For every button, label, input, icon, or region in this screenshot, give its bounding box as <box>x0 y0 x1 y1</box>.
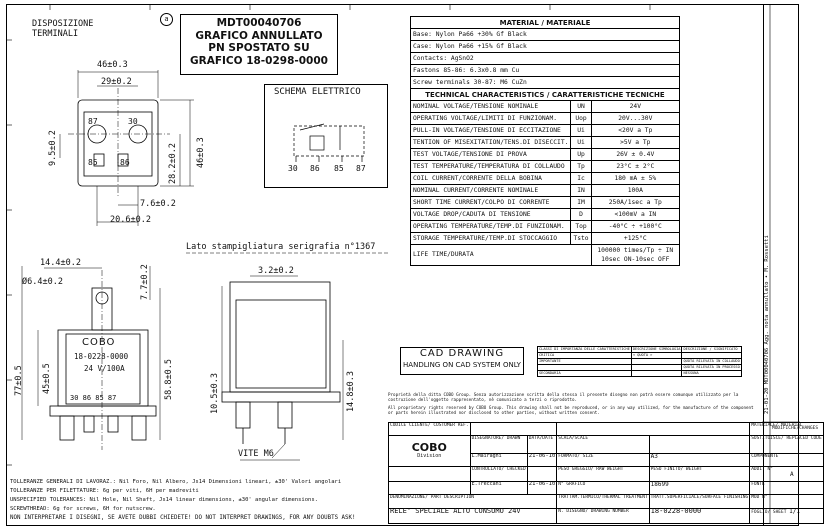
material-row: Fastons 85-86: 6.3x0.8 mm Cu <box>411 65 680 77</box>
print-side-label: Lato stampigliatura serigrafia n°1367 <box>186 242 376 252</box>
dim-46-top: 46±0.3 <box>97 60 128 70</box>
tech-row: COIL CURRENT/CORRENTE DELLA BOBINA Ic 180 mA ± 5% <box>411 173 680 185</box>
date-label: DATA/DATE <box>527 436 557 454</box>
dim-9-5: 9.5±0.2 <box>48 130 58 166</box>
terminals-heading-1: DISPOSIZIONE <box>32 19 94 29</box>
material-row: Screw terminals 30-87: M6 CuZn <box>411 77 680 89</box>
rev-changes-label: MODIFICHE/CHANGES <box>772 426 819 431</box>
tolerance-note: TOLLERANZE GENERALI DI LAVORAZ.: Nil Foro, Nil Albero, Js14 Dimensioni lineari, ±30' Valori angolari <box>10 479 342 485</box>
format-value: A3 <box>649 453 750 466</box>
tech-row-life: LIFE TIME/DURATA 100000 times/Tp ÷ IN 10sec ON-10sec OFF <box>411 245 680 266</box>
dim-7-7: 7.7±0.2 <box>140 264 150 300</box>
classification-legend: CLASSI DI IMPORTANZA DELLE CARATTERISTICHE DESCRIZIONE SIMBOLOGIA DESCRIZIONE / SIGNIFICATO CRITICA < QUOTA > IMPORTANTE QUOTA RILEVATA IN COLLAUDO QUOTA RILEVATA IN PROCESSO SECONDARIA NESSUNA <box>539 347 740 375</box>
drawing-number-label: N. DISEGNO/ DRAWING NUMBER <box>557 508 649 523</box>
schema-t30: 30 <box>288 164 298 173</box>
proprietary-note-it: Proprietà della ditta COBO Group. Senza autorizzazione scritta della stessa il presente disegno non potrà essere comunque utilizzato per la costruzione dell'oggetto rappresentato, nè comunicato a terzi o riprodotto. <box>388 392 739 402</box>
tech-title: TECHNICAL CHARACTERISTICS / CARATTERISTICHE TECNICHE <box>411 89 680 101</box>
schema-t86: 86 <box>310 164 320 173</box>
tech-row: NOMINAL CURRENT/CORRENTE NOMINALE IN 100A <box>411 185 680 197</box>
terminal-86-top: 86 <box>120 158 130 167</box>
material-row: Contacts: AgSnO2 <box>411 53 680 65</box>
screw-label: VITE M6 <box>238 449 274 459</box>
material-row: Case: Nylon Pa66 +15% Gf Black <box>411 41 680 53</box>
tech-row: STORAGE TEMPERATURE/TEMP.DI STOCCAGGIO Tsto +125°C <box>411 233 680 245</box>
dim-3-2: 3.2±0.2 <box>258 266 294 276</box>
dim-20-6: 20.6±0.2 <box>110 215 151 225</box>
mod-label: MOD N° <box>750 495 823 508</box>
revision-circle: a <box>160 13 173 26</box>
number-label: N° GRAFICO <box>557 482 649 495</box>
terminal-85-top: 85 <box>88 158 98 167</box>
tech-row: TENTION OF MISEXITATION/TENS.DI DISECCIT. Ui >5V a Tp <box>411 137 680 149</box>
dim-28-2: 28.2±0.2 <box>168 143 178 184</box>
terminal-30-top: 30 <box>128 117 138 126</box>
specs-table <box>410 16 680 266</box>
designed-date: 21-06-10 <box>527 453 557 466</box>
title-block <box>388 422 824 524</box>
checker-name: E.Treccani <box>470 482 527 495</box>
tech-row: VOLTAGE DROP/CADUTA DI TENSIONE D <100mV a IN <box>411 209 680 221</box>
relay-brand: COBO <box>82 337 116 348</box>
tech-row: NOMINAL VOLTAGE/TENSIONE NOMINALE UN 24V <box>411 101 680 113</box>
schema-t85: 85 <box>334 164 344 173</box>
dim-45: 45±0.5 <box>42 363 52 394</box>
customer-code-label: CODICE CLIENTE/ CUSTOMER REF. <box>389 423 471 436</box>
weight-label: PESO GREGGIO/ RAW WEIGHT <box>557 466 649 481</box>
tech-row: OPERATING TEMPERATURE/TEMP.DI FUNZIONAM. Top -40°C ÷ +100°C <box>411 221 680 233</box>
dim-14-4: 14.4±0.2 <box>40 258 81 268</box>
name-label: DENOMINAZIONE/ PART DESCRIPTION <box>389 495 557 508</box>
format-label: FORMATO/ SIZE <box>557 453 649 466</box>
tech-row: PULL-IN VOLTAGE/TENSIONE DI ECCITAZIONE Ui <20V a Tp <box>411 125 680 137</box>
relay-code: 18-0228-0000 <box>74 352 129 361</box>
part-description: RELE' SPECIALE ALTO CONSUMO 24V <box>389 508 557 523</box>
tech-row: TEST VOLTAGE/TENSIONE DI PROVA Up 26V ± 0.4V <box>411 149 680 161</box>
tolerance-note: UNSPECIFIED TOLERANCES: Nil Hole, Nil Shaft, Js14 linear dimensions, ±30' angular dimensions. <box>10 497 318 503</box>
scale-label: SCALA/SCALE <box>557 436 649 454</box>
checked-date: 21-06-10 <box>527 482 557 495</box>
material-row: Base: Nylon Pa66 +30% Gf Black <box>411 29 680 41</box>
dim-10-5: 10.5±0.3 <box>210 373 220 414</box>
treatment-label: TRATTAM.TERMICO/THERMAL TREATMENT <box>557 495 649 508</box>
dim-6-4: Ø6.4±0.2 <box>22 277 63 287</box>
revision-entry: 21-01-20 MDT00040706 Agg. nota annullato • M. Rossetti <box>764 235 770 414</box>
terminal-87-top: 87 <box>88 117 98 126</box>
tech-row: TEST TEMPERATURE/TEMPERATURA DI COLLAUDO Tp 23°C ± 2°C <box>411 161 680 173</box>
number-value: 18699 <box>649 482 750 495</box>
fornitore-label: COMPONENTE <box>750 453 823 466</box>
checked-label: CONTROLLATO/ CHECKED <box>470 466 527 481</box>
sheet-label: FOGLIO/ SHEET <box>751 509 787 515</box>
finished-weight-label: PESO FINITO/ WEIGHT <box>649 466 750 481</box>
tech-row: OPERATING VOLTAGE/LIMITI DI FUNZIONAM. Uop 20V...30V <box>411 113 680 125</box>
rev-letter: A <box>790 471 794 478</box>
dim-77: 77±0.5 <box>14 365 24 396</box>
tolerance-note: TOLLERANZE PER FILETTATURE: 6g per viti, 6H per madreviti <box>10 488 199 494</box>
cad-title: CAD DRAWING <box>419 348 505 359</box>
company-logo: COBO <box>411 441 447 455</box>
tech-row: SHORT TIME CURRENT/COLPO DI CORRENTE IM 250A/1sec a Tp <box>411 197 680 209</box>
schema-t87: 87 <box>356 164 366 173</box>
addit-label: ADDIT N° <box>750 466 823 481</box>
designer-label: DISEGNATORE/ DRAWN <box>470 436 527 454</box>
cad-notice <box>400 347 524 375</box>
tolerance-note: SCREWTHREAD: 6g for screws, 6H for nutscrew. <box>10 506 156 512</box>
dim-14-8: 14.8±0.3 <box>346 371 356 412</box>
dim-58-8: 58.8±0.5 <box>164 359 174 400</box>
proprietary-note-en: All proprietary rights reserved by COBO Group. This drawing shall not be reproduced, or in any way utilized, for the manufacture of the component or parts herein illustrated nor disclosed to other parties, without written consent. <box>388 405 754 415</box>
stamp-line-2: GRAFICO ANNULLATO <box>195 29 323 42</box>
cad-subtitle: HANDLING ON CAD SYSTEM ONLY <box>403 361 521 369</box>
surface-label: TRATT.SUPERFICIALE/SURFACE FINISHING <box>649 495 750 508</box>
materials-title: MATERIAL / MATERIALE <box>411 17 680 29</box>
designer-name: L.Mairaghi <box>470 453 527 466</box>
stamp-line-1: MDT00040706 <box>216 17 302 29</box>
dim-46-right: 46±0.3 <box>196 137 206 168</box>
relay-rating: 24 V/100A <box>84 364 125 373</box>
sheet-value: 1/1 <box>789 507 801 515</box>
stamp-line-3: PN SPOSTATO SU <box>208 42 310 54</box>
fonte-label: FONTE <box>750 482 823 495</box>
schema-title: SCHEMA ELETTRICO <box>274 87 361 97</box>
dim-29: 29±0.2 <box>101 77 132 87</box>
terminals-heading-2: TERMINALI <box>32 29 79 39</box>
relay-terminals: 30 86 85 87 <box>70 394 117 402</box>
material-label: MATERIALE/ MATERIAL <box>750 423 823 436</box>
dim-7-6: 7.6±0.2 <box>140 199 176 209</box>
stamp-line-4: GRAFICO 18-0298-0000 <box>190 54 328 67</box>
tolerance-note: NON INTERPRETARE I DISEGNI, SE AVETE DUBBI CHIEDETE! DO NOT INTERPRET DRAWINGS, FOR ANY DOUBTS ASK! <box>10 515 356 521</box>
company-division: Division <box>417 453 442 460</box>
subst-label: SOSTITUISCE/ REPLACED CODE <box>750 436 823 454</box>
drawing-number: 18-0228-0000 <box>649 508 750 523</box>
